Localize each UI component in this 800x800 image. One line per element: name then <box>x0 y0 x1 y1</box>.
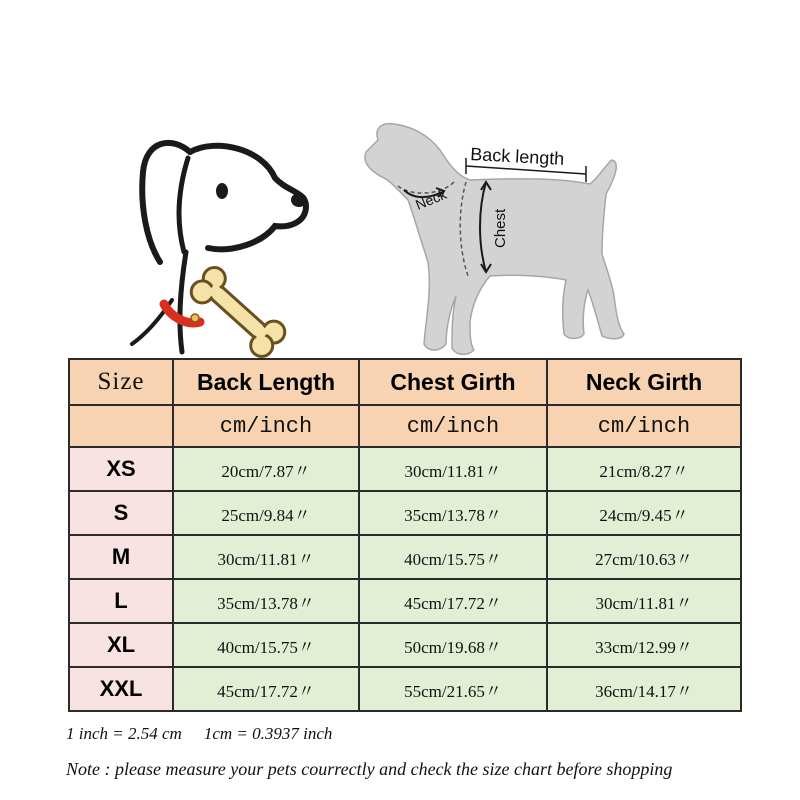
inch-to-cm-text: 1 inch = 2.54 cm <box>66 724 182 743</box>
back-length-cell: 20cm/7.87〃 <box>173 447 359 491</box>
unit-back-length: cm/inch <box>173 405 359 447</box>
back-length-cell: 25cm/9.84〃 <box>173 491 359 535</box>
unit-conversion-note <box>66 724 332 744</box>
chest-girth-cell: 55cm/21.65〃 <box>359 667 547 711</box>
header-neck-girth: Neck Girth <box>547 359 741 405</box>
chest-girth-cell: 50cm/19.68〃 <box>359 623 547 667</box>
chest-girth-cell: 35cm/13.78〃 <box>359 491 547 535</box>
size-cell: S <box>69 491 173 535</box>
header-chest-girth: Chest Girth <box>359 359 547 405</box>
unit-chest-girth: cm/inch <box>359 405 547 447</box>
size-cell: XL <box>69 623 173 667</box>
header-back-length: Back Length <box>173 359 359 405</box>
unit-size <box>69 405 173 447</box>
table-row <box>69 447 741 491</box>
measurement-note: Note : please measure your pets courrectly and check the size chart before shopping <box>66 759 673 779</box>
size-cell: XXL <box>69 667 173 711</box>
back-length-cell: 30cm/11.81〃 <box>173 535 359 579</box>
table-row <box>69 667 741 711</box>
neck-girth-cell: 21cm/8.27〃 <box>547 447 741 491</box>
illustration-area <box>0 0 800 360</box>
neck-girth-cell: 30cm/11.81〃 <box>547 579 741 623</box>
back-length-cell: 35cm/13.78〃 <box>173 579 359 623</box>
table-row <box>69 623 741 667</box>
neck-girth-cell: 36cm/14.17〃 <box>547 667 741 711</box>
size-cell: XS <box>69 447 173 491</box>
chest-girth-cell: 30cm/11.81〃 <box>359 447 547 491</box>
back-length-cell: 40cm/15.75〃 <box>173 623 359 667</box>
header-size: Size <box>69 359 173 405</box>
neck-girth-cell: 24cm/9.45〃 <box>547 491 741 535</box>
chest-girth-cell: 45cm/17.72〃 <box>359 579 547 623</box>
table-row <box>69 535 741 579</box>
chest-label: Chest <box>492 208 509 248</box>
size-chart-table <box>68 358 742 712</box>
chest-girth-cell: 40cm/15.75〃 <box>359 535 547 579</box>
back-length-label: Back length <box>469 144 565 169</box>
size-cell: L <box>69 579 173 623</box>
size-cell: M <box>69 535 173 579</box>
unit-neck-girth: cm/inch <box>547 405 741 447</box>
neck-label: Neck <box>413 185 449 213</box>
back-length-cell: 45cm/17.72〃 <box>173 667 359 711</box>
neck-girth-cell: 27cm/10.63〃 <box>547 535 741 579</box>
bone-icon <box>187 263 290 360</box>
cartoon-dog-icon <box>132 143 307 352</box>
unit-row <box>69 405 741 447</box>
cm-to-inch-text: 1cm = 0.3937 inch <box>203 724 333 743</box>
table-row <box>69 579 741 623</box>
neck-girth-cell: 33cm/12.99〃 <box>547 623 741 667</box>
table-row <box>69 491 741 535</box>
header-row <box>69 359 741 405</box>
